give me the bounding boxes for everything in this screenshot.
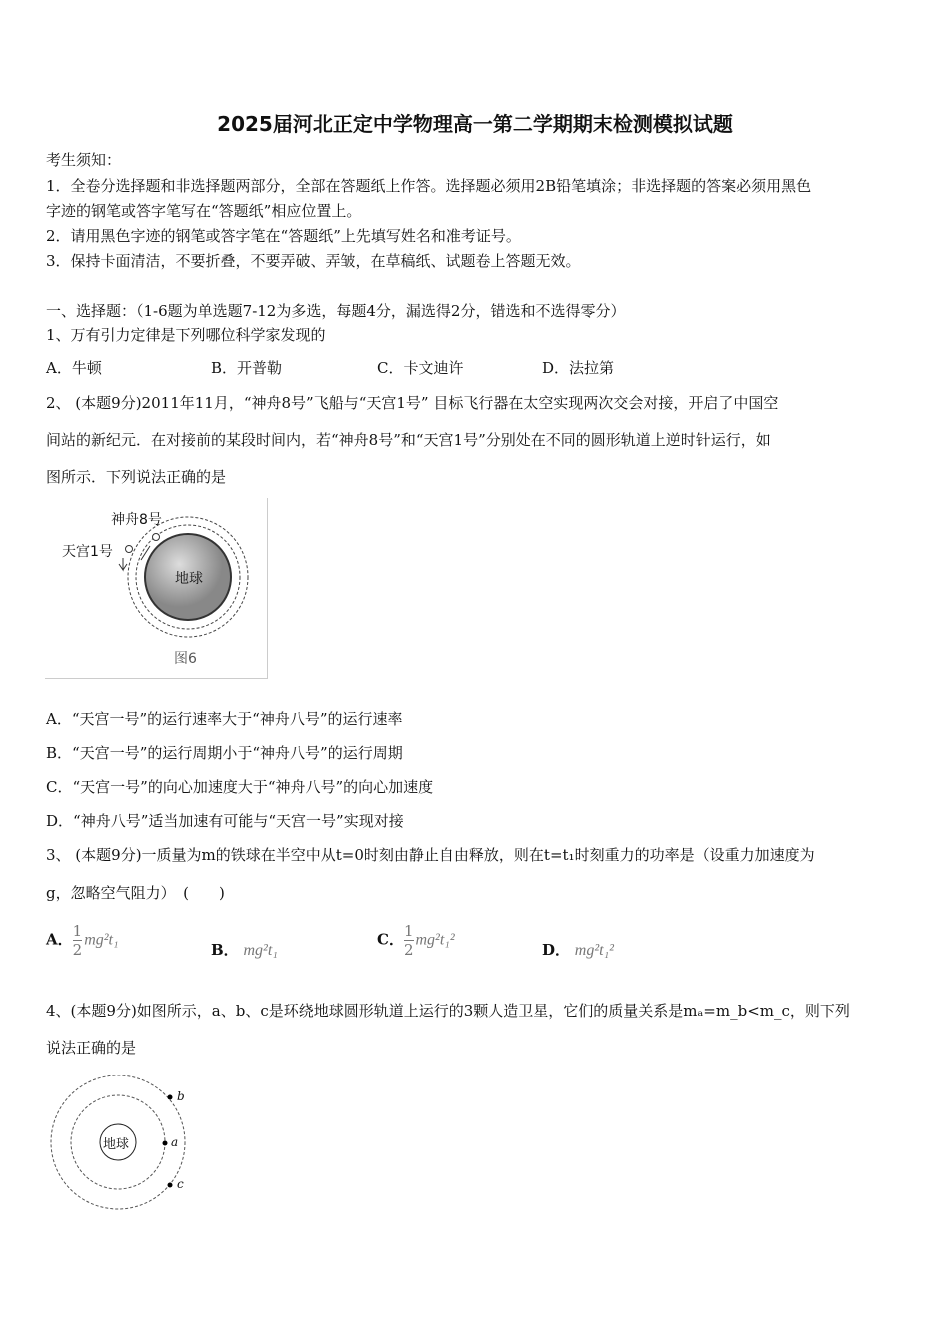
option-label: D． xyxy=(542,941,571,959)
satellite-c xyxy=(168,1183,173,1188)
q3-option-b xyxy=(211,940,278,961)
q2-stem-line: 间站的新纪元．在对接前的某段时间内，若“神舟8号”和“天宫1号”分别处在不同的圆形轨道上逆时针运行，如 xyxy=(46,431,771,449)
q2-option-c: C．“天宫一号”的向心加速度大于“神舟八号”的向心加速度 xyxy=(46,778,434,796)
label-shenzhou: 神舟8号 xyxy=(111,512,162,528)
expression: mg²t₁² xyxy=(415,931,455,949)
q3-option-c xyxy=(377,922,455,959)
label-c: c xyxy=(177,1177,184,1191)
q2-stem-line: 图所示．下列说法正确的是 xyxy=(46,468,227,486)
figure-caption: 图6 xyxy=(174,651,197,667)
q3-stem-line: 3、 (本题9分)一质量为m的铁球在半空中从t=0时刻由静止自由释放，则在t=t₁时刻重力的功率是（设重力加速度为 xyxy=(46,846,815,864)
satellite-orbit-figure xyxy=(45,1075,195,1215)
denominator: 2 xyxy=(403,941,414,959)
option-label: B． xyxy=(211,941,239,959)
shenzhou-satellite xyxy=(153,534,160,541)
q3-option-a xyxy=(46,922,119,959)
notice-line: 2．请用黑色字迹的钢笔或答字笔在“答题纸”上先填写姓名和准考证号。 xyxy=(46,227,521,245)
label-b: b xyxy=(177,1089,185,1103)
fraction xyxy=(404,922,414,959)
expression: mg²t₁² xyxy=(574,942,614,959)
notice-line: 1．全卷分选择题和非选择题两部分，全部在答题纸上作答。选择题必须用2B铅笔填涂；非选择题的答案必须用黑色 xyxy=(46,177,812,195)
option-label: C． xyxy=(377,930,404,949)
expression: mg²t₁ xyxy=(84,931,119,949)
label-earth: 地球 xyxy=(175,571,203,587)
fraction xyxy=(73,922,83,959)
q3-option-d xyxy=(542,940,614,961)
numerator: 1 xyxy=(403,922,414,940)
notice-line: 字迹的钢笔或答字笔写在“答题纸”相应位置上。 xyxy=(46,202,362,220)
q4-stem-line: 4、(本题9分)如图所示，a、b、c是环绕地球圆形轨道上运行的3颗人造卫星，它们的质量关系是mₐ=m_b<m_c，则下列 xyxy=(46,1002,850,1020)
notice-line: 3．保持卡面清洁，不要折叠，不要弄破、弄皱，在草稿纸、试题卷上答题无效。 xyxy=(46,252,581,270)
page-title: 2025届河北正定中学物理高一第二学期期末检测模拟试题 xyxy=(217,112,733,136)
q2-option-a: A．“天宫一号”的运行速率大于“神舟八号”的运行速率 xyxy=(46,710,403,728)
label-earth: 地球 xyxy=(103,1137,130,1152)
satellite-a xyxy=(163,1141,168,1146)
expression: mg²t₁ xyxy=(243,942,278,959)
notice-heading: 考生须知： xyxy=(46,151,122,169)
q2-option-b: B．“天宫一号”的运行周期小于“神舟八号”的运行周期 xyxy=(46,744,403,762)
q1-option-c: C．卡文迪许 xyxy=(377,359,464,377)
q3-stem-line: g，忽略空气阻力） ( ) xyxy=(46,884,225,902)
q1-stem: 1、万有引力定律是下列哪位科学家发现的 xyxy=(46,326,326,344)
denominator: 2 xyxy=(72,941,83,959)
q1-option-d: D．法拉第 xyxy=(542,359,615,377)
q4-stem-line: 说法正确的是 xyxy=(46,1039,137,1057)
q2-stem-line: 2、 (本题9分)2011年11月，“神舟8号”飞船与“天宫1号” 目标飞行器在太空实现两次交会对接，开启了中国空 xyxy=(46,394,779,412)
label-tiangong: 天宫1号 xyxy=(62,544,113,560)
q1-option-b: B．开普勒 xyxy=(211,359,283,377)
section-heading: 一、选择题：（1-6题为单选题7-12为多选，每题4分，漏选得2分，错选和不选得零分） xyxy=(46,302,626,320)
numerator: 1 xyxy=(72,922,83,940)
option-label: A． xyxy=(46,930,73,949)
label-a: a xyxy=(171,1135,179,1149)
tiangong-satellite xyxy=(126,546,133,553)
q2-option-d: D．“神舟八号”适当加速有可能与“天宫一号”实现对接 xyxy=(46,812,404,830)
orbit-figure-6 xyxy=(45,498,268,679)
q1-option-a: A．牛顿 xyxy=(46,359,102,377)
satellite-b xyxy=(168,1095,173,1100)
